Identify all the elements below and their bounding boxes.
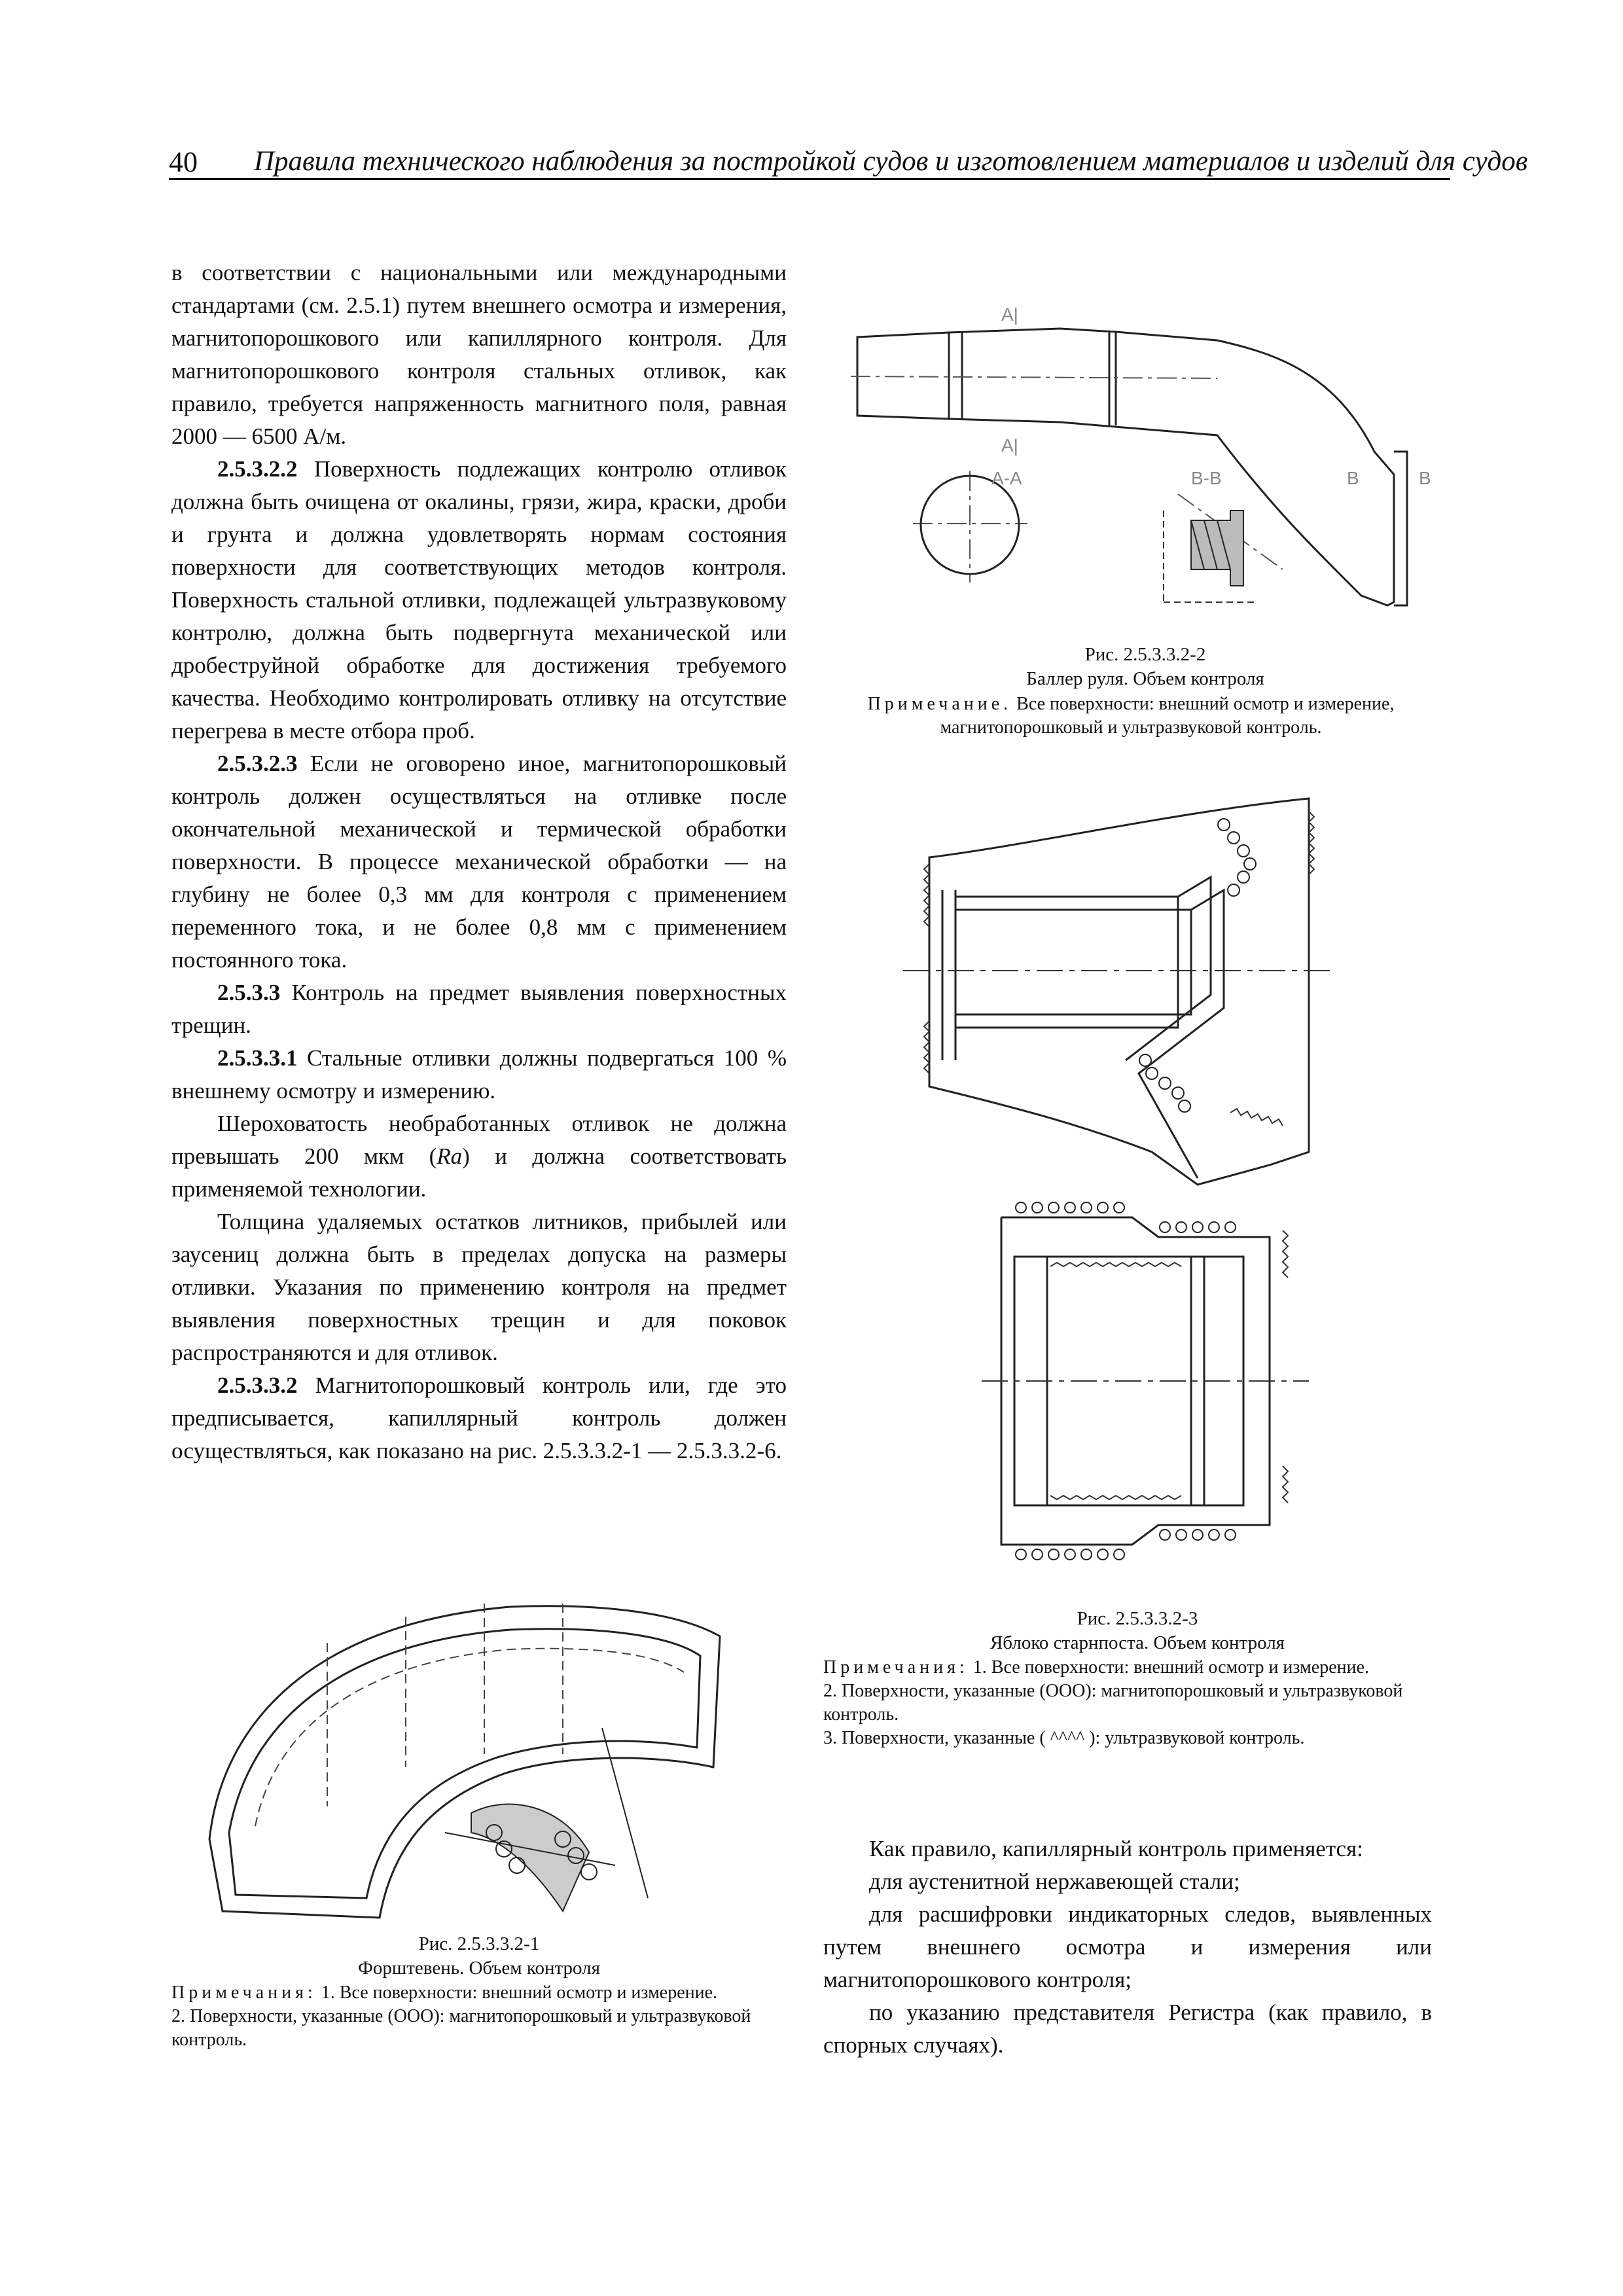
right-text-column: [823, 1833, 1432, 2062]
paragraph: Как правило, капиллярный контроль применяется:: [869, 1836, 1363, 1861]
figure-number: Рис. 2.5.3.3.2-2: [1084, 644, 1206, 665]
section-label: A-A: [991, 468, 1022, 488]
note-line: 2. Поверхности, указанные (ООО): магнитопорошковый и ультразвуковой контроль.: [823, 1681, 1403, 1725]
paragraph: [171, 1042, 787, 1107]
clause-number: 2.5.3.3.2: [217, 1372, 298, 1398]
paragraph: по указанию представителя Регистра (как правило, в спорных случаях).: [823, 2000, 1432, 2058]
paragraph-text: Поверхность подлежащих контролю отливок должна быть очищена от окалины, грязи, жира, краски, дроби и грунта и должна удовлетворять нормам состояния поверхности для соответствующих методов контроля. Поверхность стальной отливки, подлежащей ультразвуковому контролю, должна быть подвергнута механической или дробеструйной обработке для достижения требуемого качества. Необходимо контролировать отливку на отсутствие перегрева в месте отбора проб.: [171, 456, 787, 744]
figure-title: Форштевень. Объем контроля: [358, 1958, 600, 1979]
paragraph-text: Контроль на предмет выявления поверхностных трещин.: [171, 980, 787, 1038]
paragraph-text: Шероховатость необработанных отливок не должна превышать 200 мкм (: [171, 1111, 787, 1169]
note-line: [823, 1656, 1438, 1679]
figure-number: Рис. 2.5.3.3.2-1: [418, 1933, 540, 1954]
running-title: Правила технического наблюдения за постройкой судов и изготовлением материалов и изделий для судов: [254, 146, 1528, 177]
paragraph: [171, 1369, 787, 1467]
figure-note: [823, 692, 1438, 740]
clause-number: 2.5.3.3: [217, 980, 281, 1005]
page-header: [169, 145, 1528, 180]
note-text: 1. Все поверхности: внешний осмотр и измерение.: [968, 1657, 1370, 1677]
figure-note: [171, 1981, 787, 2052]
figure-caption: [171, 1932, 787, 1981]
paragraph: [171, 1107, 787, 1206]
paragraph-text: Магнитопорошковый контроль или, где это предписывается, капиллярный контроль должен осуществляться, как показано на рис. 2.5.3.3.2-1 — 2.5.3.3.2-6.: [171, 1372, 787, 1463]
section-label: A|: [1001, 304, 1018, 325]
roughness-symbol: Ra: [437, 1143, 463, 1169]
section-label: B-B: [1191, 468, 1222, 488]
clause-number: 2.5.3.2.2: [217, 456, 298, 482]
paragraph: Толщина удаляемых остатков литников, прибылей или заусениц должна быть в пределах допуска на размеры отливки. Указания по применению контроля на предмет выявления поверхностных трещин и для поковок распространяются и для отливок.: [171, 1209, 787, 1365]
clause-number: 2.5.3.3.1: [217, 1045, 298, 1071]
paragraph: в соответствии с национальными или международными стандартами (см. 2.5.1) путем внешнего осмотра и измерения, магнитопорошкового или капиллярного контроля. Для магнитопорошкового контроля стальных отливок, как правило, требуется напряженность магнитного поля, равная 2000 — 6500 А/м.: [171, 260, 787, 449]
paragraph: [171, 453, 787, 747]
paragraph: [171, 747, 787, 977]
note-line: [171, 1981, 787, 2005]
note-text: Все поверхности: внешний осмотр и измерение, магнитопорошковый и ультразвуковой контроль.: [940, 694, 1395, 738]
figure-caption: [823, 1607, 1452, 1655]
note-label: Примечание.: [867, 694, 1012, 714]
figure-note: [823, 1656, 1438, 1750]
paragraph-text: Если не оговорено иное, магнитопорошковый контроль должен осуществляться на отливке после окончательной механической и термической обработки поверхности. В процессе механической обработки — на глубину не более 0,3 мм для контроля с применением переменного тока, и не более 0,8 мм с применением постоянного тока.: [171, 751, 787, 973]
note-text: 1. Все поверхности: внешний осмотр и измерение.: [316, 1982, 718, 2003]
figure-rudder-stock-drawing: [851, 295, 1440, 628]
note-line: 2. Поверхности, указанные (ООО): магнитопорошковый и ультразвуковой контроль.: [171, 2006, 751, 2050]
left-text-column: [171, 257, 787, 1467]
figure-title: Баллер руля. Объем контроля: [1026, 668, 1264, 689]
paragraph-text: Стальные отливки должны подвергаться 100 % внешнему осмотру и измерению.: [171, 1045, 787, 1103]
section-label: B: [1419, 468, 1431, 488]
section-label: B: [1347, 468, 1359, 488]
figure-number: Рис. 2.5.3.3.2-3: [1077, 1608, 1198, 1629]
note-line: 3. Поверхности, указанные ( ^^^^ ): ультразвуковой контроль.: [823, 1728, 1305, 1748]
page-number: 40: [169, 146, 198, 178]
figure-title: Яблоко старнпоста. Объем контроля: [990, 1632, 1285, 1653]
paragraph: для аустенитной нержавеющей стали;: [869, 1869, 1240, 1894]
note-label: Примечания:: [823, 1657, 969, 1677]
figure-sternframe-boss-drawing: [903, 785, 1335, 1584]
note-label: Примечания:: [171, 1982, 317, 2003]
paragraph-text: ) и должна соответствовать применяемой технологии.: [171, 1143, 787, 1202]
paragraph: для расшифровки индикаторных следов, выявленных путем внешнего осмотра и измерения или магнитопорошкового контроля;: [823, 1901, 1432, 1992]
paragraph: [171, 977, 787, 1042]
figure-caption: [831, 643, 1459, 691]
figure-stem-drawing: [196, 1558, 812, 1924]
section-label: A|: [1001, 435, 1018, 456]
clause-number: 2.5.3.2.3: [217, 751, 298, 776]
